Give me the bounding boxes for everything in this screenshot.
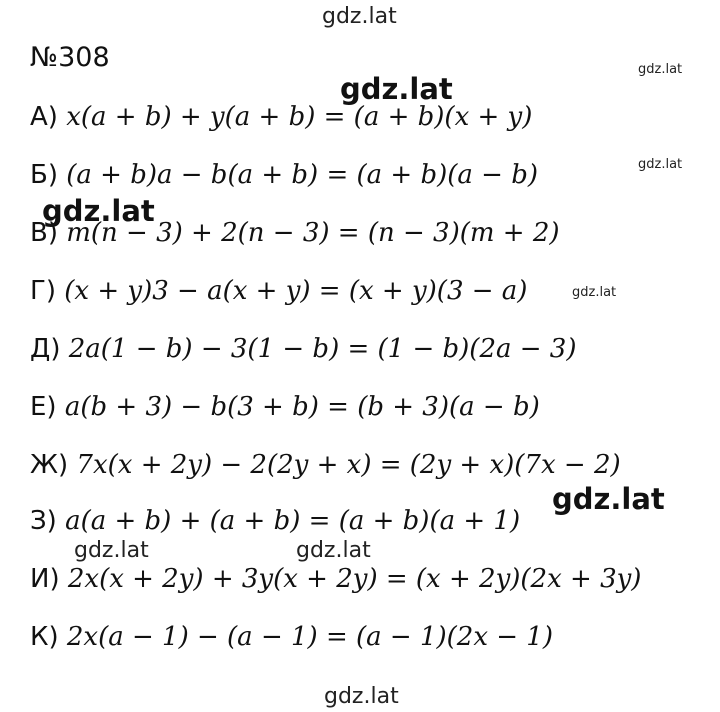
equation-expression: a(b + 3) − b(3 + b) = (b + 3)(a − b) bbox=[64, 392, 540, 422]
problem-number: №308 bbox=[30, 42, 110, 73]
watermark-medium: gdz.lat bbox=[74, 538, 149, 563]
equation-label: И) bbox=[30, 564, 60, 594]
equation-label: Г) bbox=[30, 276, 56, 306]
equation-expression: 2x(x + 2y) + 3y(x + 2y) = (x + 2y)(2x + 3y) bbox=[67, 564, 642, 594]
watermark-bold: gdz.lat bbox=[42, 194, 155, 228]
equation-g bbox=[30, 274, 527, 308]
equation-expression: m(n − 3) + 2(n − 3) = (n − 3)(m + 2) bbox=[66, 218, 560, 248]
equation-expression: (x + y)3 − a(x + y) = (x + y)(3 − a) bbox=[64, 276, 528, 306]
equation-i bbox=[30, 562, 641, 596]
equation-label: З) bbox=[30, 506, 57, 536]
equation-expression: 7x(x + 2y) − 2(2y + x) = (2y + x)(7x − 2) bbox=[76, 450, 621, 480]
equation-label: А) bbox=[30, 102, 58, 132]
equation-z bbox=[30, 504, 520, 538]
equation-k bbox=[30, 620, 553, 654]
equation-e bbox=[30, 390, 540, 424]
equation-expression: (a + b)a − b(a + b) = (a + b)(a − b) bbox=[66, 160, 539, 190]
watermark-bold: gdz.lat bbox=[552, 482, 665, 516]
equation-label: К) bbox=[30, 622, 59, 652]
equation-expression: a(a + b) + (a + b) = (a + b)(a + 1) bbox=[65, 506, 521, 536]
equation-expression: 2a(1 − b) − 3(1 − b) = (1 − b)(2a − 3) bbox=[68, 334, 577, 364]
equation-b bbox=[30, 158, 538, 192]
watermark-bottom: gdz.lat bbox=[324, 684, 399, 709]
equation-label: Ж) bbox=[30, 450, 69, 480]
watermark-top: gdz.lat bbox=[322, 4, 397, 29]
equation-label: Б) bbox=[30, 160, 58, 190]
equation-zh bbox=[30, 448, 621, 482]
equation-d bbox=[30, 332, 577, 366]
equation-label: Е) bbox=[30, 392, 57, 422]
watermark-small: gdz.lat bbox=[572, 285, 617, 300]
watermark-small: gdz.lat bbox=[638, 62, 683, 77]
equation-expression: 2x(a − 1) − (a − 1) = (a − 1)(2x − 1) bbox=[66, 622, 553, 652]
equation-expression: x(a + b) + y(a + b) = (a + b)(x + y) bbox=[66, 102, 533, 132]
watermark-small: gdz.lat bbox=[638, 157, 683, 172]
equation-a bbox=[30, 100, 532, 134]
equation-label: В) bbox=[30, 218, 58, 248]
watermark-bold: gdz.lat bbox=[340, 72, 453, 106]
watermark-medium: gdz.lat bbox=[296, 538, 371, 563]
equation-label: Д) bbox=[30, 334, 61, 364]
